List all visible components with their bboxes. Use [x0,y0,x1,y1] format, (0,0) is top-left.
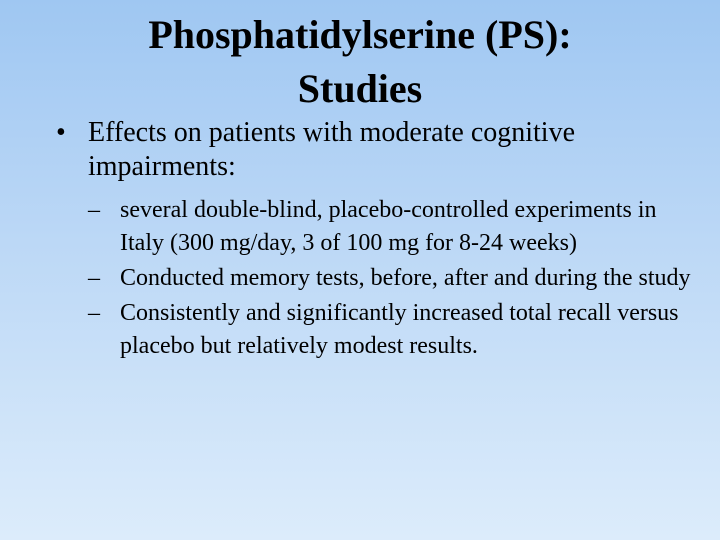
dash-icon: – [88,265,100,291]
subpoint-item [88,194,696,260]
title-line-2: Studies [297,66,423,111]
dash-icon: – [88,300,100,326]
slide-body [56,116,696,365]
subpoint-text: several double-blind, placebo-controlled experiments in Italy (300 mg/day, 3 of 100 mg for 8-24 weeks) [120,197,657,256]
slide-title [60,8,660,116]
bullet-icon: • [56,117,66,148]
title-line-1: Phosphatidylserine (PS): [148,12,572,57]
subpoint-item [88,262,696,295]
subpoint-list [88,194,696,363]
subpoint-text: Conducted memory tests, before, after and during the study [120,265,691,291]
bullet-text: Effects on patients with moderate cognitive impairments: [88,117,576,182]
bullet-item [56,116,696,184]
subpoint-text: Consistently and significantly increased total recall versus placebo but relatively modest results. [120,300,679,359]
subpoint-item [88,297,696,363]
dash-icon: – [88,197,100,223]
